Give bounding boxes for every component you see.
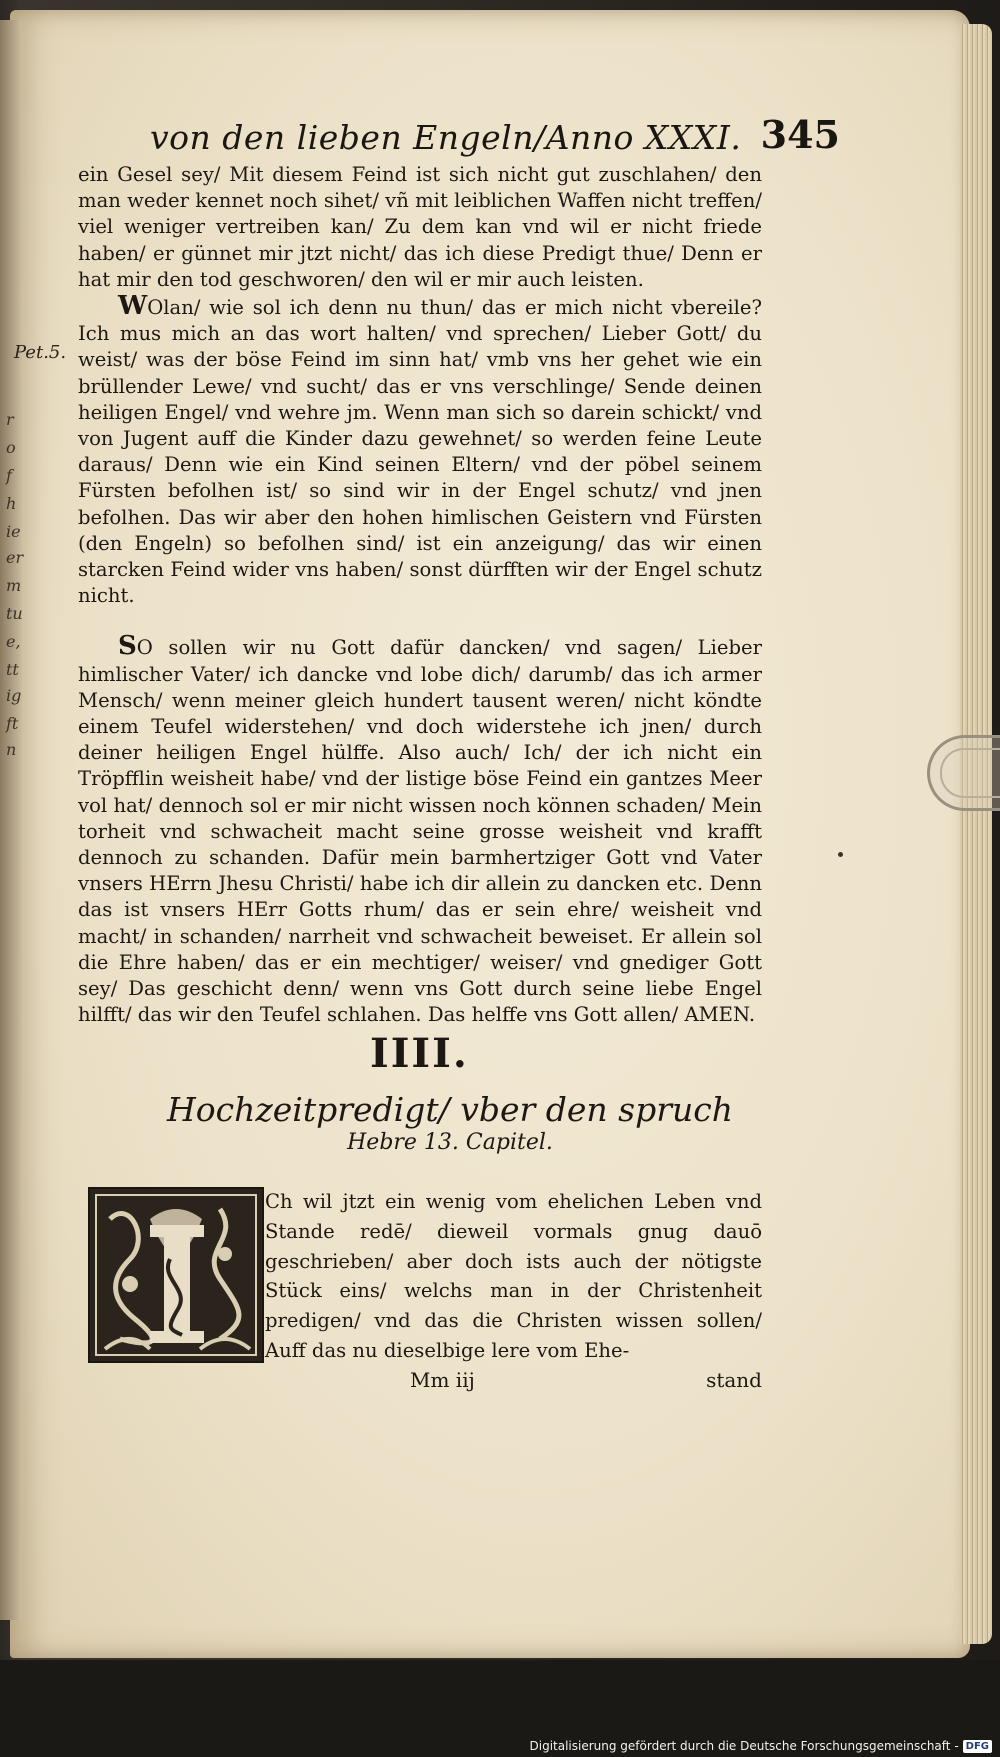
sermon-opening-text: Ch wil jtzt ein wenig vom ehelichen Leben vnd Stande redē/ dieweil vormals gnug dauō geschrieben/ aber doch ists auch der nötigste Stück eins/ welchs man in der Christenheit predigen/ vnd das die Christen wissen sollen/ Auff das nu dieselbige lere vom Ehe- [265,1190,762,1362]
margin-fragment: tt [6,660,19,679]
margin-fragment: ig [6,686,22,705]
margin-fragment: f [6,466,12,485]
margin-fragment: h [6,494,17,513]
woodcut-initial-i-image [88,1187,264,1363]
page-stack-edge [960,24,992,1644]
margin-fragment: r [6,410,14,429]
sermon-title: Hochzeitpredigt/ vber den spruch [167,1090,733,1129]
body-text [78,162,762,1029]
margin-fragment: n [6,740,17,759]
margin-fragment: o [6,438,16,457]
binding-edge [0,20,22,1620]
sermon-subtitle: Hebre 13. Capitel. [347,1130,553,1155]
margin-fragment: m [6,576,22,595]
paragraph-1: ein Gesel sey/ Mit diesem Feind ist sich nicht gut zuschlahen/ den man weder kennet noch sihet/ vñ mit leiblichen Waffen nicht treffen/ viel weniger vertreiben kan/ Zu dem kan vnd wil er nicht friede haben/ er günnet mir jtzt nicht/ das ich diese Predigt thue/ Denn er hat mir den tod geschworen/ den wil er mir auch leisten. [78,163,762,291]
margin-dot [838,852,843,857]
footer-credit [530,1739,993,1753]
footer-credit-text: Digitalisierung gefördert durch die Deutsche Forschungsgemeinschaft - [529,1739,959,1753]
dfg-logo: DFG [963,1740,992,1753]
signature-line [410,1368,762,1392]
margin-fragment: ie [6,522,21,541]
margin-fragment: er [6,548,24,567]
catchword: stand [706,1368,762,1392]
paragraph-3 [78,633,762,1028]
margin-note: Pet.5. [14,342,67,363]
paragraph-3-initial: S [118,631,137,662]
paragraph-3-text: O sollen wir nu Gott dafür dancken/ vnd sagen/ Lieber himlischer Vater/ ich dancke vnd lobe dich/ darumb/ das ich armer Mensch/ wenn meiner gleich hundert tausent weren/ nicht köndte einem Teufel widerstehen/ vnd doch widerstehe ich jnen/ durch deiner heiligen Engel hülffe. Also auch/ Ich/ der ich nicht ein Tröpfflin weisheit habe/ vnd der listige böse Feind ein gantzes Meer vol hat/ dennoch sol er mir nicht wissen noch können schaden/ Mein torheit vnd schwacheit macht seine grosse weisheit vnd krafft dennoch zu schanden. Dafür mein barmhertziger Gott vnd Vater vnsers HErrn Jhesu Christi/ habe ich dir allein zu dancken etc. Denn das ist vnsers HErr Gotts rhum/ das er sein ehre/ weisheit vnd macht/ in schanden/ narrheit vnd schwacheit beweiset. Er allein sol die Ehre haben/ das er ein mechtiger/ weiser/ vnd gnediger Gott sey/ Das geschicht denn/ wenn vns Gott durch seine liebe Engel hilfft/ das wir den Teufel schlahen. Das helffe vns Gott allen/ AMEN. [78,636,762,1027]
margin-fragment: e, [6,632,21,651]
running-title: von den lieben Engeln/Anno XXXI. [150,118,742,157]
paragraph-2-text: Olan/ wie sol ich denn nu thun/ das er mich nicht vbereile? Ich mus mich an das wort halten/ vnd sprechen/ Lieber Gott/ du weist/ was der böse Feind im sinn hat/ vmb vns her gehet wie ein brüllender Lewe/ vnd sucht/ das er vns verschlinge/ Sende deinen heiligen Engel/ vnd wehre jm. Wenn man sich so darein schickt/ vnd von Jugent auff die Kinder dazu gewehnet/ so werden feine Leute daraus/ Denn wie ein Kind seinen Eltern/ vnd der pöbel seinem Fürsten befolhen ist/ so sind wir in der Engel schutz/ vnd jnen befolhen. Das wir aber den hohen himlischen Geistern vnd Fürsten (den Engeln) so befolhen sind/ ist ein anzeigung/ das wir einen starcken Feind wider vns haben/ sonst dürfften wir der Engel schutz nicht. [78,296,762,608]
paragraph-2 [78,293,762,609]
margin-fragment: tu [6,604,23,623]
page-number: 345 [760,112,840,157]
woodcut-ornament-icon [90,1189,262,1361]
page-header [150,112,840,164]
signature-mark: Mm iij [410,1368,475,1392]
margin-fragment: ft [6,714,19,733]
paragraph-2-initial: W [118,291,148,322]
section-numeral: IIII. [370,1030,469,1077]
bottom-bar [0,1660,1000,1757]
page-clip-inner [940,748,1000,798]
